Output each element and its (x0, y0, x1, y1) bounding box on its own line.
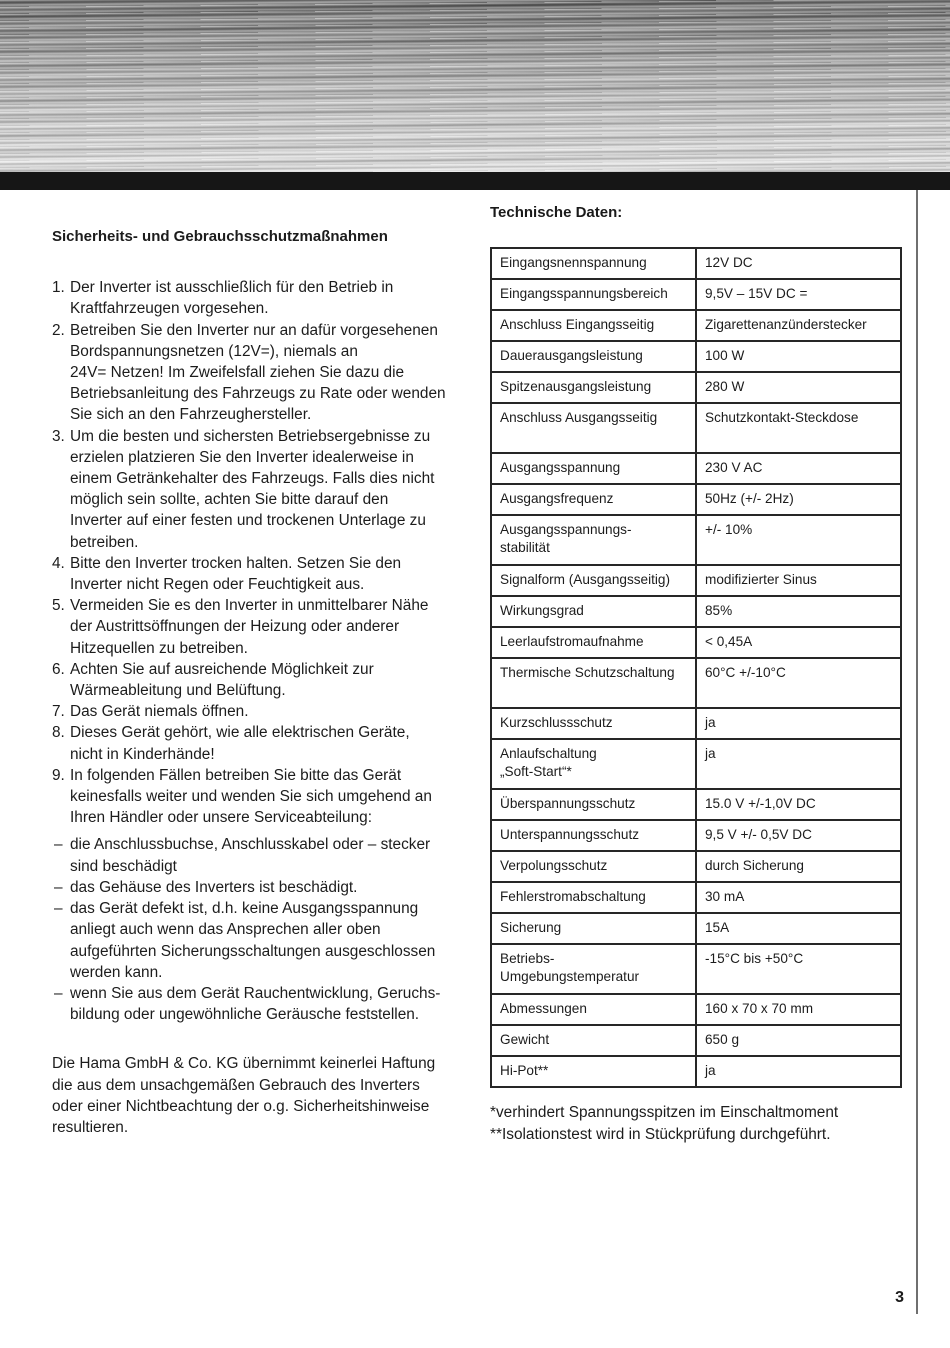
rule-text-line: keinesfalls weiter und wenden Sie sich umgehend an (70, 788, 432, 806)
spec-label (491, 658, 696, 708)
safety-rule-item (52, 426, 460, 553)
rule-text-line: Der Inverter ist ausschließlich für den Betrieb in (70, 279, 394, 297)
rule-number: 4. (52, 554, 65, 572)
spec-value-line: 230 V AC (705, 460, 763, 476)
rule-text-line: Betriebsanleitung des Fahrzeugs zu Rate oder wenden (70, 385, 446, 403)
rule-number: 8. (52, 724, 65, 742)
condition-text-line: anliegt auch wenn das Ansprechen aller oben (70, 921, 381, 939)
safety-rule-item (52, 765, 460, 829)
spec-label (491, 372, 696, 403)
spec-label-line: Kurzschlussschutz (500, 715, 613, 731)
rule-text-line: Sie sich an den Fahrzeughersteller. (70, 406, 312, 424)
dash-bullet: – (54, 984, 63, 1002)
spec-row (491, 882, 901, 913)
condition-text-line: die Anschlussbuchse, Anschlusskabel oder – stecker (70, 836, 431, 854)
condition-text-line: bildung oder ungewöhnliche Geräusche feststellen. (70, 1006, 420, 1024)
rule-text-line: erzielen platzieren Sie den Inverter idealerweise in (70, 448, 414, 466)
rule-number: 1. (52, 279, 65, 297)
defect-conditions-list (52, 834, 460, 1025)
spec-row (491, 944, 901, 994)
footnote-line: **Isolationstest wird in Stückprüfung durchgeführt. (490, 1125, 831, 1143)
spec-label (491, 341, 696, 372)
spec-label (491, 627, 696, 658)
condition-text-line: das Gerät defekt ist, d.h. keine Ausgangsspannung (70, 900, 419, 918)
spec-value-line: modifizierter Sinus (705, 572, 817, 588)
spec-label (491, 739, 696, 789)
spec-row (491, 341, 901, 372)
safety-section (52, 226, 460, 1138)
spec-value-line: 12V DC (705, 255, 753, 271)
spec-label (491, 913, 696, 944)
spec-value (696, 515, 901, 565)
disclaimer-line: Die Hama GmbH & Co. KG übernimmt keinerlei Haftung (52, 1055, 436, 1073)
spec-label (491, 851, 696, 882)
safety-rule-item (52, 595, 460, 659)
spec-label-line: Abmessungen (500, 1001, 587, 1017)
spec-value-line: ja (705, 746, 716, 761)
safety-heading: Sicherheits- und Gebrauchsschutzmaßnahmen (52, 228, 388, 245)
spec-label-line: Signalform (Ausgangsseitig) (500, 572, 671, 588)
spec-row (491, 658, 901, 708)
safety-rule-item (52, 553, 460, 595)
spec-label (491, 310, 696, 341)
rule-text-line: Vermeiden Sie es den Inverter in unmittelbarer Nähe (70, 597, 429, 615)
footnote-line: *verhindert Spannungsspitzen im Einschaltmoment (490, 1104, 839, 1121)
spec-row (491, 1056, 901, 1087)
spec-label (491, 708, 696, 739)
spec-value (696, 851, 901, 882)
condition-text-line: wenn Sie aus dem Gerät Rauchentwicklung, Geruchs- (70, 984, 441, 1002)
spec-value (696, 596, 901, 627)
spec-value (696, 1056, 901, 1087)
condition-text-line: werden kann. (70, 963, 163, 981)
safety-rules-list (52, 277, 460, 828)
rule-number: 3. (52, 427, 65, 445)
spec-value-line: +/- 10% (705, 522, 753, 537)
spec-value-line: 9,5 V +/- 0,5V DC (705, 827, 812, 843)
spec-value (696, 820, 901, 851)
spec-label-line: Überspannungsschutz (500, 796, 636, 812)
spec-table (490, 247, 902, 1088)
spec-row (491, 789, 901, 820)
spec-label-line: Thermische Schutzschaltung (500, 665, 675, 680)
spec-value (696, 248, 901, 279)
tech-data-section (490, 204, 902, 1145)
spec-label-line: „Soft-Start“* (500, 764, 572, 780)
spec-row (491, 372, 901, 403)
rule-text-line: Bitte den Inverter trocken halten. Setzen Sie den (70, 554, 402, 572)
spec-value (696, 341, 901, 372)
rule-text-line: In folgenden Fällen betreiben Sie bitte das Gerät (70, 766, 402, 784)
liability-disclaimer (52, 1053, 460, 1138)
spec-value-line: 30 mA (705, 889, 745, 905)
spec-label-line: Anlaufschaltung (500, 746, 597, 761)
spec-value (696, 994, 901, 1025)
spec-value (696, 944, 901, 994)
spec-row (491, 565, 901, 596)
spec-label (491, 882, 696, 913)
spec-label-line: Betriebs- (500, 951, 555, 966)
spec-row (491, 994, 901, 1025)
rule-number: 5. (52, 597, 65, 615)
rule-text-line: betreiben. (70, 533, 139, 551)
spec-row (491, 484, 901, 515)
spec-row (491, 1025, 901, 1056)
defect-condition-item (52, 834, 460, 876)
rule-number: 6. (52, 660, 65, 678)
spec-label-line: Eingangsnennspannung (500, 255, 647, 271)
defect-condition-item (52, 898, 460, 983)
spec-value-line: 9,5V – 15V DC = (705, 286, 808, 302)
disclaimer-line: oder einer Nichtbeachtung der o.g. Sicherheitshinweise (52, 1097, 430, 1115)
safety-rule-item (52, 722, 460, 764)
spec-value-line: -15°C bis +50°C (705, 951, 804, 966)
rule-text-line: Das Gerät niemals öffnen. (70, 703, 249, 721)
rule-text-line: Inverter nicht Regen oder Feuchtigkeit aus. (70, 576, 365, 594)
spec-label (491, 1025, 696, 1056)
spec-value-line: 85% (705, 603, 733, 619)
spec-value (696, 484, 901, 515)
spec-value (696, 658, 901, 708)
spec-label (491, 248, 696, 279)
header-band (0, 172, 950, 190)
tech-data-title: Technische Daten: (490, 204, 623, 221)
spec-row (491, 708, 901, 739)
spec-row (491, 596, 901, 627)
spec-value (696, 1025, 901, 1056)
rule-text-line: Achten Sie auf ausreichende Möglichkeit zur (70, 660, 374, 678)
spec-value (696, 627, 901, 658)
spec-label (491, 1056, 696, 1087)
disclaimer-line: die aus dem unsachgemäßen Gebrauch des Inverters (52, 1076, 420, 1094)
spec-value (696, 565, 901, 596)
rule-text-line: Wärmeableitung und Belüftung. (70, 682, 286, 700)
spec-value-line: 280 W (705, 379, 745, 395)
safety-rule-item (52, 320, 460, 426)
spec-label (491, 403, 696, 453)
spec-label-line: Sicherung (500, 920, 562, 936)
spec-value-line: durch Sicherung (705, 858, 804, 874)
page-edge-rule (916, 190, 918, 1314)
rule-text-line: 24V= Netzen! Im Zweifelsfall ziehen Sie dazu die (70, 364, 405, 382)
defect-condition-item (52, 983, 460, 1025)
spec-label-line: Gewicht (500, 1032, 550, 1048)
spec-row (491, 739, 901, 789)
condition-text-line: aufgeführten Sicherungsschaltungen ausgeschlossen (70, 942, 436, 960)
spec-label-line: Fehlerstromabschaltung (500, 889, 646, 905)
spec-value-line: Zigarettenanzünderstecker (705, 317, 867, 333)
spec-label-line: Wirkungsgrad (500, 603, 584, 619)
rule-text-line: einem Getränkehalter des Fahrzeugs. Falls dies nicht (70, 470, 435, 488)
rule-text-line: Inverter auf einer festen und trockenen Unterlage zu (70, 512, 426, 530)
spec-label (491, 789, 696, 820)
spec-value-line: < 0,45A (705, 634, 753, 650)
spec-row (491, 820, 901, 851)
spec-label (491, 994, 696, 1025)
spec-row (491, 515, 901, 565)
disclaimer-line: resultieren. (52, 1118, 129, 1136)
rule-text-line: nicht in Kinderhände! (70, 745, 215, 763)
spec-value (696, 708, 901, 739)
spec-value (696, 279, 901, 310)
spec-value (696, 403, 901, 453)
spec-label (491, 515, 696, 565)
rule-number: 7. (52, 703, 65, 721)
spec-value-line: 15.0 V +/-1,0V DC (705, 796, 816, 812)
spec-row (491, 403, 901, 453)
rule-text-line: Kraftfahrzeugen vorgesehen. (70, 300, 269, 318)
spec-value-line: 650 g (705, 1032, 740, 1048)
dash-bullet: – (54, 878, 63, 896)
defect-condition-item (52, 877, 460, 898)
spec-value (696, 739, 901, 789)
spec-label-line: Spitzenausgangsleistung (500, 379, 652, 395)
spec-label-line: Eingangsspannungsbereich (500, 286, 668, 302)
spec-label-line: Unterspannungsschutz (500, 827, 640, 843)
spec-label-line: stabilität (500, 540, 550, 556)
spec-value-line: 100 W (705, 348, 745, 364)
spec-value (696, 310, 901, 341)
spec-label-line: Umgebungstemperatur (500, 969, 640, 985)
condition-text-line: sind beschädigt (70, 857, 177, 875)
spec-label-line: Dauerausgangsleistung (500, 348, 643, 364)
condition-text-line: das Gehäuse des Inverters ist beschädigt. (70, 878, 358, 896)
spec-label-line: Leerlaufstromaufnahme (500, 634, 644, 650)
rule-text-line: Um die besten und sichersten Betriebsergebnisse zu (70, 427, 431, 445)
spec-footnotes (490, 1102, 902, 1145)
safety-rule-item (52, 659, 460, 701)
spec-value-line: Schutzkontakt-Steckdose (705, 410, 859, 425)
spec-label (491, 279, 696, 310)
dash-bullet: – (54, 900, 63, 918)
page-number: 3 (895, 1289, 904, 1306)
spec-value (696, 882, 901, 913)
spec-label-line: Ausgangsspannung (500, 460, 621, 476)
spec-label-line: Verpolungsschutz (500, 858, 608, 874)
spec-label-line: Hi-Pot** (500, 1063, 549, 1079)
spec-row (491, 851, 901, 882)
rule-text-line: Dieses Gerät gehört, wie alle elektrischen Geräte, (70, 724, 410, 742)
spec-value (696, 913, 901, 944)
spec-value (696, 789, 901, 820)
rule-text-line: möglich sein sollte, achten Sie bitte darauf den (70, 491, 389, 509)
spec-row (491, 279, 901, 310)
rule-text-line: Bordspannungsnetzen (12V=), niemals an (70, 342, 358, 360)
spec-value-line: ja (705, 715, 716, 731)
dash-bullet: – (54, 836, 63, 854)
spec-row (491, 248, 901, 279)
spec-row (491, 310, 901, 341)
spec-label-line: Ausgangsspannungs- (500, 522, 632, 537)
spec-row (491, 453, 901, 484)
spec-value-line: ja (705, 1063, 716, 1079)
spec-value (696, 453, 901, 484)
spec-row (491, 913, 901, 944)
spec-value-line: 160 x 70 x 70 mm (705, 1001, 814, 1017)
brushed-metal-header (0, 0, 950, 172)
spec-label (491, 820, 696, 851)
spec-value (696, 372, 901, 403)
rule-text-line: Ihren Händler oder unsere Serviceabteilung: (70, 809, 373, 827)
rule-text-line: Hitzequellen zu betreiben. (70, 639, 248, 657)
spec-value-line: 15A (705, 920, 730, 936)
spec-label-line: Anschluss Eingangsseitig (500, 317, 655, 333)
rule-number: 9. (52, 766, 65, 784)
spec-label (491, 484, 696, 515)
spec-label (491, 565, 696, 596)
spec-label (491, 596, 696, 627)
rule-text-line: der Austrittsöffnungen der Heizung oder anderer (70, 618, 400, 636)
spec-label-line: Ausgangsfrequenz (500, 491, 614, 507)
spec-value-line: 50Hz (+/- 2Hz) (705, 491, 794, 507)
rule-text-line: Betreiben Sie den Inverter nur an dafür vorgesehenen (70, 321, 438, 339)
safety-rule-item (52, 277, 460, 319)
safety-rule-item (52, 701, 460, 722)
spec-label-line: Anschluss Ausgangsseitig (500, 410, 658, 425)
spec-label (491, 944, 696, 994)
spec-row (491, 627, 901, 658)
spec-value-line: 60°C +/-10°C (705, 665, 786, 680)
spec-label (491, 453, 696, 484)
rule-number: 2. (52, 321, 65, 339)
